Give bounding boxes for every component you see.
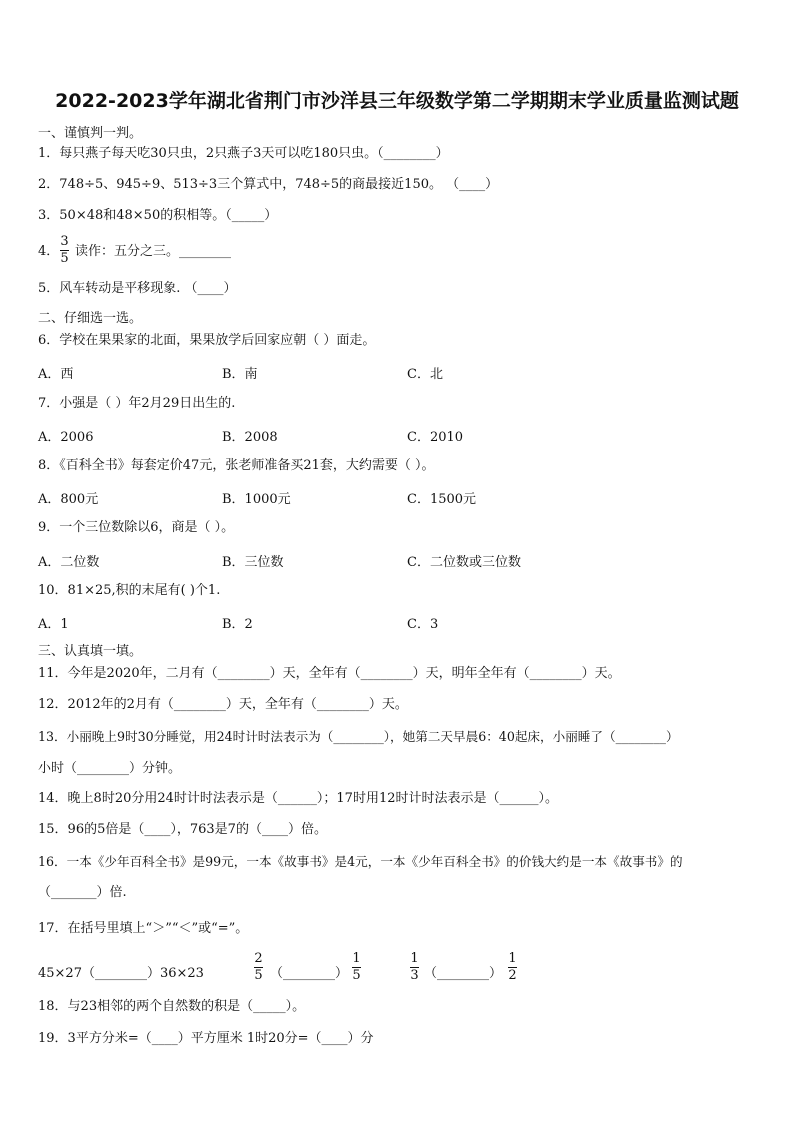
fraction-numerator: 2 (254, 951, 263, 966)
question-16-continued: （_______）倍. (38, 885, 127, 900)
fraction-numerator: 1 (410, 951, 419, 966)
compare-3-blank: （________） (424, 966, 503, 981)
question-12: 12．2012年的2月有（________）天，全年有（________）天。 (38, 697, 408, 712)
q10-option-b: B．2 (222, 617, 253, 632)
q9-option-c: C．二位数或三位数 (407, 555, 521, 570)
question-17: 17．在括号里填上“＞”“＜”或“=”。 (38, 921, 249, 936)
q6-option-a: A．西 (38, 367, 74, 382)
q10-option-a: A．1 (38, 617, 69, 632)
question-11: 11．今年是2020年，二月有（________）天，全年有（________）天，明年全年有（________）天。 (38, 666, 621, 681)
question-16: 16．一本《少年百科全书》是99元，一本《故事书》是4元，一本《少年百科全书》的价钱大约是一本《故事书》的 (38, 854, 683, 869)
section-heading-3: 三、认真填一填。 (38, 644, 143, 659)
question-18: 18．与23相邻的两个自然数的积是（_____）。 (38, 999, 306, 1014)
compare-item-1: 45×27（________）36×23 (38, 966, 204, 981)
section-heading-2: 二、仔细选一选。 (38, 311, 143, 326)
fraction-denominator: 2 (508, 968, 517, 983)
question-15: 15．96的5倍是（____），763是7的（____）倍。 (38, 822, 327, 837)
q8-option-b: B．1000元 (222, 492, 291, 507)
q6-option-b: B．南 (222, 367, 258, 382)
question-1: 1．每只燕子每天吃30只虫，2只燕子3天可以吃180只虫。（________） (38, 146, 449, 161)
question-4-fraction (60, 235, 69, 266)
question-6: 6．学校在果果家的北面，果果放学后回家应朝（ ）面走。 (38, 333, 376, 348)
compare-2-left-fraction (254, 952, 263, 983)
question-2: 2．748÷5、945÷9、513÷3三个算式中，748÷5的商最接近150。 （____） (38, 177, 499, 192)
fraction-denominator: 5 (254, 968, 263, 983)
fraction-numerator: 1 (352, 951, 361, 966)
section-heading-1: 一、谨慎判一判。 (38, 126, 143, 141)
compare-2-blank: （________） (270, 966, 349, 981)
question-4-text: 读作：五分之三。________ (75, 244, 232, 259)
question-7: 7．小强是（ ）年2月29日出生的. (38, 396, 236, 411)
question-3: 3．50×48和48×50的积相等。（_____） (38, 208, 278, 223)
question-5: 5．风车转动是平移现象. （____） (38, 281, 237, 296)
question-9: 9．一个三位数除以6，商是（ ）。 (38, 520, 235, 535)
q6-option-c: C．北 (407, 367, 443, 382)
question-4-number: 4． (38, 244, 60, 259)
fraction-numerator: 1 (508, 951, 517, 966)
q8-option-a: A．800元 (38, 492, 99, 507)
q7-option-b: B．2008 (222, 430, 278, 445)
page-title: 2022-2023学年湖北省荆门市沙洋县三年级数学第二学期期末学业质量监测试题 (55, 90, 739, 112)
q7-option-c: C．2010 (407, 430, 464, 445)
q7-option-a: A．2006 (38, 430, 94, 445)
question-14: 14．晚上8时20分用24时计时法表示是（______）；17时用12时计时法表示是（______）。 (38, 791, 558, 806)
compare-3-right-fraction (508, 952, 517, 983)
fraction-denominator: 3 (410, 968, 419, 983)
q10-option-c: C．3 (407, 617, 439, 632)
question-19: 19．3平方分米=（____）平方厘米 1时20分=（____）分 (38, 1031, 374, 1046)
fraction-denominator: 5 (60, 251, 69, 266)
fraction-numerator: 3 (60, 234, 69, 249)
question-8: 8．《百科全书》每套定价47元，张老师准备买21套，大约需要（ ）。 (38, 458, 435, 473)
question-13: 13．小丽晚上9时30分睡觉，用24时计时法表示为（________），她第二天早晨6：40起床，小丽睡了（________） (38, 729, 679, 744)
q9-option-b: B．三位数 (222, 555, 284, 570)
q9-option-a: A．二位数 (38, 555, 100, 570)
question-13-continued: 小时（________）分钟。 (38, 761, 182, 776)
question-10: 10．81×25,积的末尾有( )个1. (38, 583, 221, 598)
q8-option-c: C．1500元 (407, 492, 477, 507)
compare-3-left-fraction (410, 952, 419, 983)
fraction-denominator: 5 (352, 968, 361, 983)
compare-2-right-fraction (352, 952, 361, 983)
